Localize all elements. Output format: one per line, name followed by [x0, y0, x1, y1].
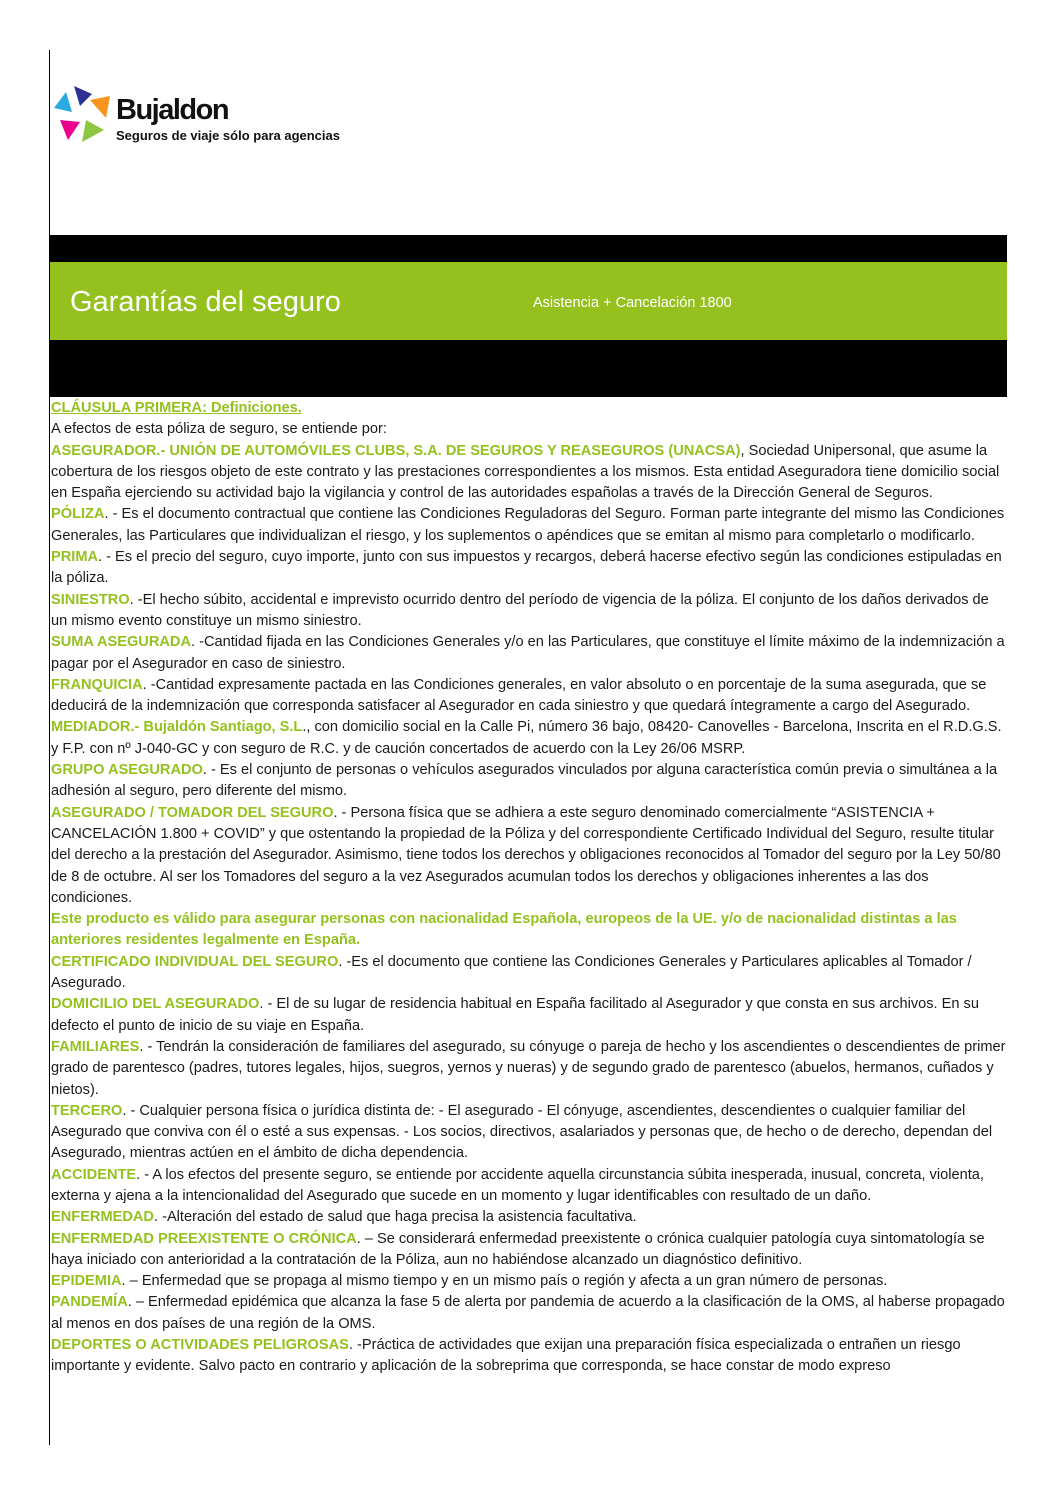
- definition-text: . - Tendrán la consideración de familiares del asegurado, su cónyuge o pareja de hecho y los ascendientes o descendientes de primer grado de parentesco (padres, tutores legales, hijos, suegros, yernos y nueras) y de segundo grado de parentesco (abuelos, hermanos, cuñados y nietos).: [51, 1038, 1006, 1098]
- definition-item: [51, 1207, 1009, 1228]
- definition-term: SINIESTRO: [51, 591, 130, 608]
- definition-text: . - Es el precio del seguro, cuyo importe, junto con sus impuestos y recargos, deberá hacerse efectivo según las condiciones estipuladas en la póliza.: [51, 549, 1002, 587]
- definition-term: DEPORTES O ACTIVIDADES PELIGROSAS: [51, 1337, 349, 1354]
- definition-term: ENFERMEDAD: [51, 1209, 154, 1226]
- logo-tagline: Seguros de viaje sólo para agencias: [116, 128, 340, 143]
- product-name: Asistencia + Cancelación 1800: [533, 295, 732, 311]
- definition-item: [51, 1335, 1009, 1378]
- definition-text: . - Es el conjunto de personas o vehículos asegurados vinculados por alguna característica común previa o simultánea a la adhesión al seguro, pero diferente del mismo.: [51, 762, 998, 800]
- definition-text: . -Es el documento que contiene las Condiciones Generales y Particulares aplicables al Tomador / Asegurado.: [51, 953, 972, 992]
- definition-text: . – Se considerará enfermedad preexistente o crónica cualquier patología cuya sintomatología se haya iniciado con anterioridad a la contratación de la Póliza, aun no habiéndose alcanzado un diagnóstico definitivo.: [51, 1230, 985, 1268]
- definition-term: ASEGURADOR.- UNIÓN DE AUTOMÓVILES CLUBS, S.A. DE SEGUROS Y REASEGUROS (UNACSA): [51, 442, 741, 459]
- definition-text: ., con domicilio social en la Calle Pi, número 36 bajo, 08420- Canovelles - Barcelona, Inscrita en el R.D.G.S. y F.P. con nº J-040-GC y con seguro de R.C. y de caución concertados de acuerdo con la Ley 26/06 MSRP.: [51, 719, 1002, 757]
- definition-text: . -Cantidad fijada en las Condiciones Generales y/o en las Particulares, que constituye el límite máximo de la indemnización a pagar por el Asegurador en caso de siniestro.: [51, 634, 1005, 672]
- definition-item: [51, 504, 1009, 547]
- definition-item: [51, 952, 1009, 995]
- definition-text: . -Práctica de actividades que exijan una preparación física especializada o entrañen un riesgo importante y evidente. Salvo pacto en contrario y aplicación de la sobreprima que corresponda, se hace constar de modo expreso: [51, 1337, 961, 1375]
- header-bar-top: [50, 235, 1007, 262]
- definition-term: TERCERO: [51, 1102, 123, 1119]
- document-body: [51, 398, 1009, 1378]
- definition-item: [51, 547, 1009, 590]
- definition-item: [51, 1271, 1009, 1292]
- definition-term: ENFERMEDAD PREEXISTENTE O CRÓNICA: [51, 1230, 357, 1247]
- definition-item: [51, 1101, 1009, 1165]
- definition-term: PÓLIZA: [51, 506, 105, 523]
- definition-item: [51, 590, 1009, 633]
- definition-text: . - Cualquier persona física o jurídica distinta de: - El asegurado - El cónyuge, ascendientes, descendientes o cualquier familiar del Asegurado que conviva con él o esté a sus expensas. - Los socios, directivos, asalariados y personas que, de hecho o de derecho, dependan del Asegurado, mientras actúen en el ámbito de dicha dependencia.: [51, 1102, 993, 1162]
- definition-item: [51, 675, 1009, 718]
- definition-text: . -El hecho súbito, accidental e imprevisto ocurrido dentro del período de vigencia de la póliza. El conjunto de los daños derivados de un mismo evento constituye un mismo siniestro.: [51, 591, 989, 629]
- definition-term: ACCIDENTE: [51, 1166, 137, 1183]
- definition-term: FAMILIARES: [51, 1038, 140, 1055]
- definition-text: . – Enfermedad que se propaga al mismo tiempo y en un mismo país o región y afecta a un gran número de personas.: [121, 1273, 888, 1290]
- page-title: Garantías del seguro: [70, 286, 341, 318]
- definition-text: . - A los efectos del presente seguro, se entiende por accidente aquella circunstancia súbita inesperada, inusual, concreta, violenta, externa y ajena a la intencionalidad del Asegurado que sucede en un momento y lugar identificables con resultado de un daño.: [51, 1166, 984, 1204]
- section-heading: CLÁUSULA PRIMERA: Definiciones.: [51, 400, 302, 416]
- definition-term: SUMA ASEGURADA: [51, 634, 191, 651]
- definition-item: [51, 994, 1009, 1037]
- definition-term: EPIDEMIA: [51, 1273, 122, 1290]
- definition-text: . - El de su lugar de residencia habitual en España facilitado al Asegurador y que consta en sus archivos. En su defecto el punto de inicio de su viaje en España.: [51, 996, 979, 1034]
- definition-text: . -Alteración del estado de salud que haga precisa la asistencia facultativa.: [153, 1209, 637, 1226]
- definition-text: . - Persona física que se adhiera a este seguro denominado comercialmente “ASISTENCIA + CANCELACIÓN 1.800 + COVID” y que ostentando la propiedad de la Póliza y del correspondiente Certificado Individual del Seguro, resulte titular del derecho a la prestación del Asegurador. Asimismo, tiene todos los derechos y obligaciones reconocidos al Tomador del seguro por la Ley 50/80 de 8 de octubre. Al ser los Tomadores del seguro a la vez Asegurados acumulan todos los derechos y obligaciones inherentes a las dos condiciones.: [51, 804, 1001, 906]
- logo-pinwheel-icon: [52, 84, 112, 144]
- definition-term: PRIMA: [51, 549, 99, 566]
- definition-text: , Sociedad Unipersonal, que asume la cobertura de los riesgos objeto de este contrato y las prestaciones correspondientes a los mismos. Esta entidad Aseguradora tiene domicilio social en España ejerciendo su actividad bajo la vigilancia y control de las autoridades españolas a través de la Dirección General de Seguros.: [51, 442, 1000, 502]
- definition-item: [51, 717, 1009, 760]
- definition-text: . -Cantidad expresamente pactada en las Condiciones generales, en valor absoluto o en porcentaje de la suma asegurada, que se deducirá de la indemnización que corresponda satisfacer al Asegurador en cada siniestro y que quedará íntegramente a cargo del Asegurado.: [51, 676, 987, 715]
- definition-term: ASEGURADO / TOMADOR DEL SEGURO: [51, 804, 334, 821]
- definition-item: [51, 1037, 1009, 1101]
- intro-text: A efectos de esta póliza de seguro, se entiende por:: [51, 421, 387, 438]
- definition-item: [51, 1165, 1009, 1208]
- definition-item: [51, 760, 1009, 803]
- definition-term: Este producto es válido para asegurar personas con nacionalidad Española, europeos de la UE. y/o de nacionalidad distintas a las anteriores residentes legalmente en España.: [51, 911, 957, 949]
- logo-name: Bujaldon: [116, 94, 229, 126]
- definition-term: FRANQUICIA: [51, 676, 143, 693]
- definition-item: [51, 1229, 1009, 1272]
- definition-term: MEDIADOR.- Bujaldón Santiago, S.L: [51, 719, 303, 736]
- bujaldon-logo: [52, 84, 362, 148]
- definition-item: [51, 441, 1009, 505]
- definition-term: CERTIFICADO INDIVIDUAL DEL SEGURO: [51, 953, 339, 970]
- definition-text: . - Es el documento contractual que contiene las Condiciones Reguladoras del Seguro. Forman parte integrante del mismo las Condiciones Generales, las Particulares que individualizan el riesgo, y los suplementos o apéndices que se emitan al mismo para completarlo o modificarlo.: [51, 506, 1005, 544]
- definition-item: [51, 1292, 1009, 1335]
- definition-term: DOMICILIO DEL ASEGURADO: [51, 996, 260, 1013]
- definition-item: [51, 803, 1009, 909]
- definition-term: GRUPO ASEGURADO: [51, 762, 203, 779]
- definition-item: [51, 909, 1009, 952]
- definition-text: . – Enfermedad epidémica que alcanza la fase 5 de alerta por pandemia de acuerdo a la clasificación de la OMS, al haberse propagado al menos en dos países de una región de la OMS.: [51, 1294, 1005, 1332]
- definition-term: PANDEMÍA: [51, 1294, 128, 1311]
- header-bar-bottom: [50, 340, 1007, 397]
- definition-item: [51, 632, 1009, 675]
- header-banner: [50, 262, 1007, 340]
